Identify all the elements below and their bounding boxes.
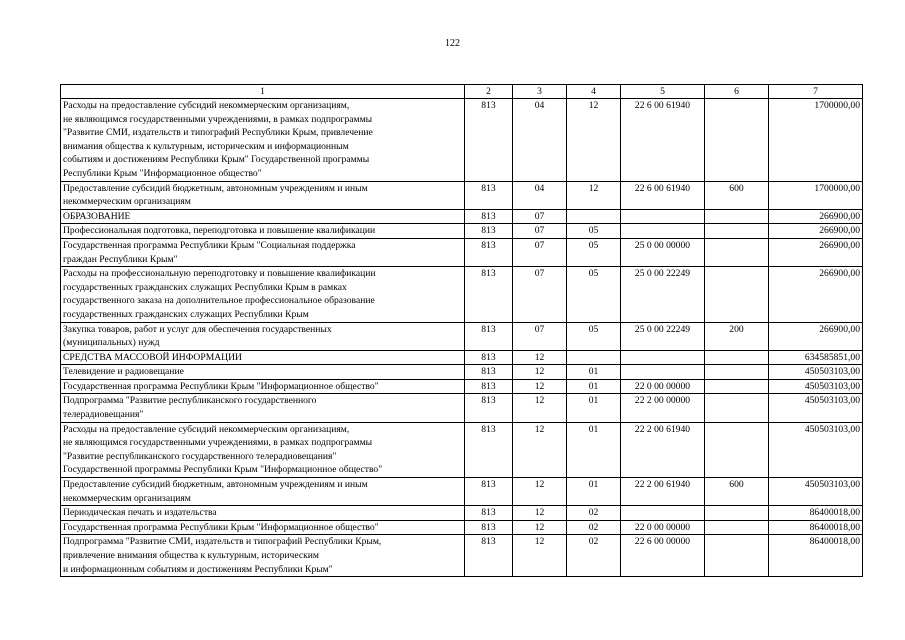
row-name-line: Подпрограмма "Развитие СМИ, издательств и типографий Республики Крым, <box>63 536 382 548</box>
row-name-cell <box>61 506 465 521</box>
target-article-cell <box>621 506 705 521</box>
expense-type-cell <box>705 209 769 224</box>
header-col-3: 3 <box>513 85 567 99</box>
subsection-code-cell: 01 <box>567 365 621 380</box>
expense-type-cell: 200 <box>705 322 769 350</box>
expense-type-cell <box>705 535 769 577</box>
row-name-line: Государственная программа Республики Крым "Информационное общество" <box>63 380 379 392</box>
row-name-line: "Развитие СМИ, издательств и типографий Республики Крым, привлечение <box>63 127 373 139</box>
subsection-code-cell: 05 <box>567 267 621 322</box>
table-row <box>61 506 863 521</box>
amount-cell: 266900,00 <box>769 322 863 350</box>
row-name-cell <box>61 238 465 266</box>
header-col-6: 6 <box>705 85 769 99</box>
row-name-cell <box>61 209 465 224</box>
subsection-code-cell: 01 <box>567 422 621 477</box>
expense-type-cell: 600 <box>705 478 769 506</box>
target-article-cell: 22 6 00 61940 <box>621 181 705 209</box>
row-name-line: телерадиовещания" <box>63 409 144 421</box>
amount-cell: 1700000,00 <box>769 181 863 209</box>
page-number: 122 <box>445 38 460 49</box>
amount-cell: 266900,00 <box>769 209 863 224</box>
subsection-code-cell: 02 <box>567 535 621 577</box>
row-name-line: ОБРАЗОВАНИЕ <box>63 210 131 222</box>
section-code-cell: 04 <box>513 99 567 182</box>
expense-type-cell <box>705 267 769 322</box>
section-code-cell: 07 <box>513 267 567 322</box>
admin-code-cell: 813 <box>465 267 513 322</box>
amount-cell: 86400018,00 <box>769 506 863 521</box>
section-code-cell: 12 <box>513 379 567 394</box>
target-article-cell: 22 2 00 61940 <box>621 422 705 477</box>
admin-code-cell: 813 <box>465 209 513 224</box>
row-name-line: Расходы на предоставление субсидий некоммерческим организациям, <box>63 423 350 435</box>
row-name-line: "Развитие республиканского государственного телерадиовещания" <box>63 450 337 462</box>
header-col-5: 5 <box>621 85 705 99</box>
section-code-cell: 12 <box>513 350 567 365</box>
target-article-cell: 22 0 00 00000 <box>621 379 705 394</box>
row-name-cell <box>61 478 465 506</box>
row-name-cell <box>61 267 465 322</box>
row-name-line: Закупка товаров, работ и услуг для обеспечения государственных <box>63 323 332 335</box>
table-body <box>61 99 863 577</box>
section-code-cell: 07 <box>513 209 567 224</box>
budget-table <box>60 84 863 577</box>
row-name-cell <box>61 224 465 239</box>
subsection-code-cell: 12 <box>567 181 621 209</box>
section-code-cell: 12 <box>513 365 567 380</box>
admin-code-cell: 813 <box>465 99 513 182</box>
row-name-line: Государственная программа Республики Крым "Информационное общество" <box>63 521 379 533</box>
admin-code-cell: 813 <box>465 506 513 521</box>
target-article-cell <box>621 350 705 365</box>
expense-type-cell <box>705 379 769 394</box>
amount-cell: 634585851,00 <box>769 350 863 365</box>
amount-cell: 266900,00 <box>769 267 863 322</box>
target-article-cell: 22 0 00 00000 <box>621 520 705 535</box>
header-col-4: 4 <box>567 85 621 99</box>
header-col-2: 2 <box>465 85 513 99</box>
section-code-cell: 07 <box>513 238 567 266</box>
amount-cell: 450503103,00 <box>769 478 863 506</box>
header-col-1: 1 <box>61 85 465 99</box>
row-name-line: государственных гражданских служащих Республики Крым в рамках <box>63 281 347 293</box>
table-row <box>61 365 863 380</box>
amount-cell: 86400018,00 <box>769 520 863 535</box>
row-name-line: Периодическая печать и издательства <box>63 507 217 519</box>
row-name-line: Профессиональная подготовка, переподготовка и повышение квалификации <box>63 225 376 237</box>
row-name-cell <box>61 99 465 182</box>
row-name-line: событиям и достижениям Республики Крым" Государственной программы <box>63 154 370 166</box>
amount-cell: 450503103,00 <box>769 394 863 422</box>
admin-code-cell: 813 <box>465 535 513 577</box>
subsection-code-cell: 01 <box>567 478 621 506</box>
target-article-cell: 22 2 00 00000 <box>621 394 705 422</box>
target-article-cell: 25 0 00 00000 <box>621 238 705 266</box>
table-row <box>61 224 863 239</box>
expense-type-cell <box>705 506 769 521</box>
expense-type-cell <box>705 422 769 477</box>
table-row <box>61 379 863 394</box>
admin-code-cell: 813 <box>465 520 513 535</box>
subsection-code-cell: 05 <box>567 224 621 239</box>
header-row <box>61 85 863 99</box>
subsection-code-cell: 05 <box>567 322 621 350</box>
section-code-cell: 12 <box>513 520 567 535</box>
row-name-cell <box>61 520 465 535</box>
subsection-code-cell <box>567 350 621 365</box>
amount-cell: 450503103,00 <box>769 422 863 477</box>
row-name-cell <box>61 365 465 380</box>
target-article-cell <box>621 224 705 239</box>
subsection-code-cell: 01 <box>567 394 621 422</box>
amount-cell: 450503103,00 <box>769 365 863 380</box>
row-name-line: СРЕДСТВА МАССОВОЙ ИНФОРМАЦИИ <box>63 351 242 363</box>
row-name-cell <box>61 350 465 365</box>
target-article-cell: 25 0 00 22249 <box>621 267 705 322</box>
row-name-line: не являющимся государственными учреждениями, в рамках подпрограммы <box>63 437 373 449</box>
row-name-line: (муниципальных) нужд <box>63 337 160 349</box>
target-article-cell: 22 6 00 00000 <box>621 535 705 577</box>
admin-code-cell: 813 <box>465 238 513 266</box>
admin-code-cell: 813 <box>465 224 513 239</box>
amount-cell: 266900,00 <box>769 224 863 239</box>
section-code-cell: 12 <box>513 535 567 577</box>
section-code-cell: 12 <box>513 422 567 477</box>
admin-code-cell: 813 <box>465 478 513 506</box>
table-row <box>61 267 863 322</box>
amount-cell: 1700000,00 <box>769 99 863 182</box>
table-row <box>61 238 863 266</box>
expense-type-cell <box>705 520 769 535</box>
admin-code-cell: 813 <box>465 394 513 422</box>
row-name-line: Государственная программа Республики Крым "Социальная поддержка <box>63 239 356 251</box>
section-code-cell: 07 <box>513 224 567 239</box>
row-name-cell <box>61 181 465 209</box>
table-row <box>61 422 863 477</box>
row-name-line: и информационным событиям и достижениям Республики Крым" <box>63 563 333 575</box>
row-name-line: граждан Республики Крым" <box>63 253 178 265</box>
expense-type-cell <box>705 350 769 365</box>
row-name-line: Предоставление субсидий бюджетным, автономным учреждениям и иным <box>63 479 368 491</box>
header-col-7: 7 <box>769 85 863 99</box>
admin-code-cell: 813 <box>465 365 513 380</box>
row-name-line: Расходы на профессиональную переподготовку и повышение квалификации <box>63 268 376 280</box>
row-name-line: государственного заказа на дополнительное профессиональное образование <box>63 295 375 307</box>
subsection-code-cell: 12 <box>567 99 621 182</box>
admin-code-cell: 813 <box>465 350 513 365</box>
row-name-line: некоммерческим организациям <box>63 492 191 504</box>
expense-type-cell <box>705 99 769 182</box>
row-name-line: Телевидение и радиовещание <box>63 366 184 378</box>
target-article-cell <box>621 365 705 380</box>
table-row <box>61 394 863 422</box>
amount-cell: 266900,00 <box>769 238 863 266</box>
section-code-cell: 07 <box>513 322 567 350</box>
section-code-cell: 04 <box>513 181 567 209</box>
target-article-cell: 22 6 00 61940 <box>621 99 705 182</box>
section-code-cell: 12 <box>513 478 567 506</box>
subsection-code-cell: 02 <box>567 520 621 535</box>
row-name-cell <box>61 535 465 577</box>
table-row <box>61 478 863 506</box>
row-name-line: Подпрограмма "Развитие республиканского государственного <box>63 395 317 407</box>
expense-type-cell: 600 <box>705 181 769 209</box>
row-name-line: не являющимся государственными учреждениями, в рамках подпрограммы <box>63 113 373 125</box>
expense-type-cell <box>705 394 769 422</box>
section-code-cell: 12 <box>513 394 567 422</box>
admin-code-cell: 813 <box>465 322 513 350</box>
row-name-cell <box>61 322 465 350</box>
row-name-cell <box>61 394 465 422</box>
table-row <box>61 535 863 577</box>
subsection-code-cell: 02 <box>567 506 621 521</box>
admin-code-cell: 813 <box>465 181 513 209</box>
row-name-line: Республики Крым "Информационное общество" <box>63 167 262 179</box>
admin-code-cell: 813 <box>465 422 513 477</box>
target-article-cell <box>621 209 705 224</box>
row-name-cell <box>61 379 465 394</box>
row-name-line: некоммерческим организациям <box>63 196 191 208</box>
section-code-cell: 12 <box>513 506 567 521</box>
row-name-cell <box>61 422 465 477</box>
amount-cell: 86400018,00 <box>769 535 863 577</box>
table-row <box>61 209 863 224</box>
table-row <box>61 322 863 350</box>
subsection-code-cell: 01 <box>567 379 621 394</box>
table-row <box>61 181 863 209</box>
table-row <box>61 99 863 182</box>
admin-code-cell: 813 <box>465 379 513 394</box>
table-row <box>61 350 863 365</box>
table-row <box>61 520 863 535</box>
subsection-code-cell: 05 <box>567 238 621 266</box>
target-article-cell: 25 0 00 22249 <box>621 322 705 350</box>
subsection-code-cell <box>567 209 621 224</box>
target-article-cell: 22 2 00 61940 <box>621 478 705 506</box>
expense-type-cell <box>705 238 769 266</box>
row-name-line: Государственной программы Республики Крым "Информационное общество" <box>63 464 383 476</box>
row-name-line: привлечение внимания общества к культурным, историческим <box>63 550 319 561</box>
expense-type-cell <box>705 365 769 380</box>
expense-type-cell <box>705 224 769 239</box>
row-name-line: Предоставление субсидий бюджетным, автономным учреждениям и иным <box>63 182 368 194</box>
amount-cell: 450503103,00 <box>769 379 863 394</box>
row-name-line: государственных гражданских служащих Республики Крым <box>63 308 309 320</box>
row-name-line: внимания общества к культурным, историческим и информационным <box>63 140 349 152</box>
row-name-line: Расходы на предоставление субсидий некоммерческим организациям, <box>63 100 350 111</box>
